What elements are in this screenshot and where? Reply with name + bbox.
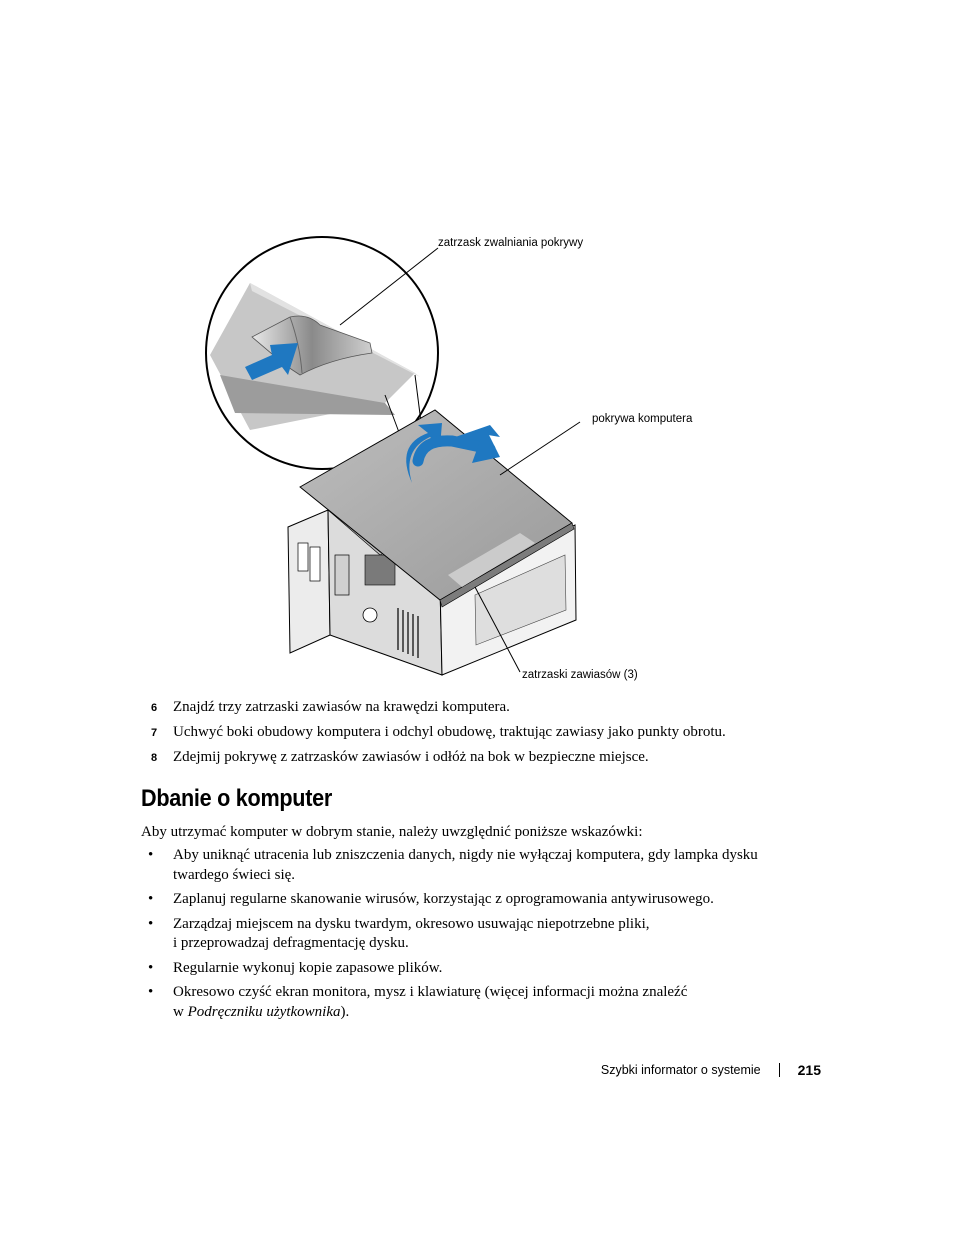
list-item-line: twardego świeci się. — [173, 866, 296, 883]
step-item — [151, 722, 811, 747]
step-text: Zdejmij pokrywę z zatrzasków zawiasów i odłóż na bok w bezpieczne miejsce. — [173, 749, 649, 765]
list-item-line: Zaplanuj regularne skanowanie wirusów, korzystając z oprogramowania antywirusowego. — [173, 891, 714, 907]
list-item-text: ). — [340, 1003, 350, 1020]
bullet-icon: • — [148, 847, 154, 863]
step-item — [151, 697, 811, 722]
list-item — [148, 983, 788, 1022]
latch-label-rest: zwalniania pokrywy — [480, 237, 584, 249]
list-item-text: w — [173, 1003, 188, 1020]
step-number: 6 — [151, 702, 158, 714]
page-footer — [601, 1062, 821, 1078]
manual-title: Podręczniku użytkownika — [187, 1003, 341, 1020]
list-item-line: Regularnie wykonuj kopie zapasowe plików. — [173, 959, 443, 976]
step-number: 8 — [151, 752, 158, 764]
section-heading: Dbanie o komputer — [141, 785, 333, 812]
list-item — [148, 915, 788, 954]
computer-cover-figure — [190, 225, 720, 690]
bullet-icon: • — [148, 959, 154, 976]
list-item — [148, 846, 788, 885]
steps-list — [151, 697, 811, 772]
bullet-icon: • — [148, 984, 154, 1000]
section-intro: Aby utrzymać komputer w dobrym stanie, należy uwzględnić poniższe wskazówki: — [141, 824, 643, 840]
list-item-line: i przeprowadzaj defragmentację dysku. — [173, 935, 409, 951]
cover-label: pokrywa komputera — [592, 413, 693, 425]
list-item — [148, 890, 788, 910]
latch-label — [438, 237, 583, 249]
computer-cover-illustration — [190, 225, 720, 690]
footer-separator — [779, 1063, 780, 1077]
list-item-line: Zarządzaj miejscem na dysku twardym, okresowo usuwając niepotrzebne pliki, — [173, 915, 650, 932]
list-item-line: Aby uniknąć utracenia lub zniszczenia danych, nigdy nie wyłączaj komputera, gdy lampka dysku — [173, 847, 758, 863]
tips-list — [148, 846, 788, 1027]
step-text: Uchwyć boki obudowy komputera i odchyl obudowę, traktując zawiasy jako punkty obrotu. — [173, 724, 726, 740]
footer-title: Szybki informator o systemie — [600, 1063, 761, 1077]
list-item — [148, 959, 788, 979]
latch-label-main: zatrzask — [438, 237, 481, 249]
bullet-icon: • — [148, 891, 154, 907]
bullet-icon: • — [148, 915, 154, 932]
step-item — [151, 747, 811, 772]
list-item-line — [173, 1003, 788, 1023]
page-number: 215 — [797, 1062, 821, 1078]
hinges-label: zatrzaski zawiasów (3) — [522, 669, 638, 681]
list-item-line: Okresowo czyść ekran monitora, mysz i klawiaturę (więcej informacji można znaleźć — [173, 984, 688, 1000]
step-text: Znajdź trzy zatrzaski zawiasów na krawędzi komputera. — [173, 699, 510, 715]
step-number: 7 — [151, 727, 158, 739]
